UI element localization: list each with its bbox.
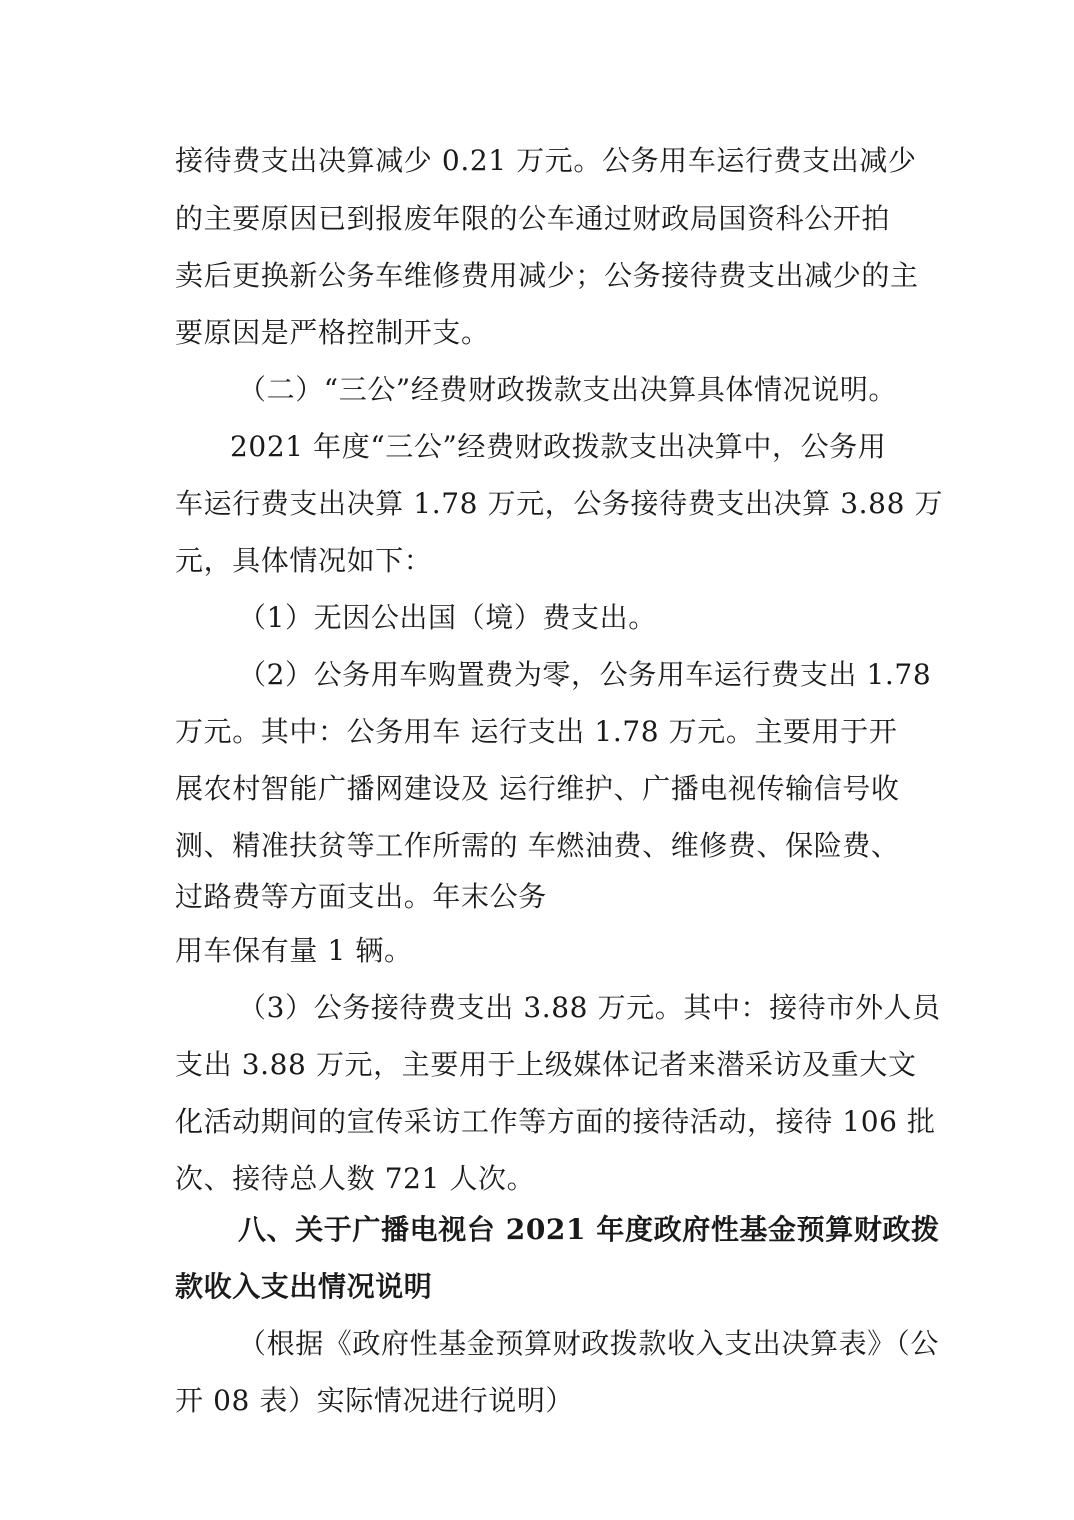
section-heading: （二）“三公”经费财政拨款支出决算具体情况说明。 [238,373,898,406]
text-line: 支出 3.88 万元，主要用于上级媒体记者来潜采访及重大文 [175,1048,917,1081]
text-line: （根据《政府性基金预算财政拨款收入支出决算表》（公 [238,1327,940,1360]
text-line: 化活动期间的宣传采访工作等方面的接待活动，接待 106 批 [175,1105,936,1138]
text-line: 展农村智能广播网建设及 运行维护、广播电视传输信号收 [175,772,900,805]
text-line: 过路费等方面支出。年末公务 [175,880,547,913]
text-line: 要原因是严格控制开支。 [175,316,490,349]
section-heading: 款收入支出情况说明 [175,1270,433,1303]
list-item: （2）公务用车购置费为零，公务用车运行费支出 1.78 [238,658,932,691]
text-line: 开 08 表）实际情况进行说明） [175,1384,575,1417]
list-item: （3）公务接待费支出 3.88 万元。其中：接待市外人员 [238,991,941,1024]
text-line: 万元。其中：公务用车 运行支出 1.78 万元。主要用于开 [175,715,898,748]
section-heading: 八、关于广播电视台 2021 年度政府性基金预算财政拨 [238,1213,940,1246]
text-line: 车运行费支出决算 1.78 万元，公务接待费支出决算 3.88 万 [175,487,944,520]
text-line: 元，具体情况如下： [175,544,433,577]
text-line: 测、精准扶贫等工作所需的 车燃油费、维修费、保险费、 [175,829,900,862]
text-line: 次、接待总人数 721 人次。 [175,1162,536,1195]
text-line: 的主要原因已到报废年限的公车通过财政局国资科公开拍 [175,202,891,235]
text-line: 用车保有量 1 辆。 [175,934,413,967]
text-line: 2021 年度“三公”经费财政拨款支出决算中，公务用 [230,430,887,463]
list-item: （1）无因公出国（境）费支出。 [238,601,657,634]
text-line: 接待费支出决算减少 0.21 万元。公务用车运行费支出减少 [175,144,917,177]
text-line: 卖后更换新公务车维修费用减少；公务接待费支出减少的主 [175,259,919,292]
